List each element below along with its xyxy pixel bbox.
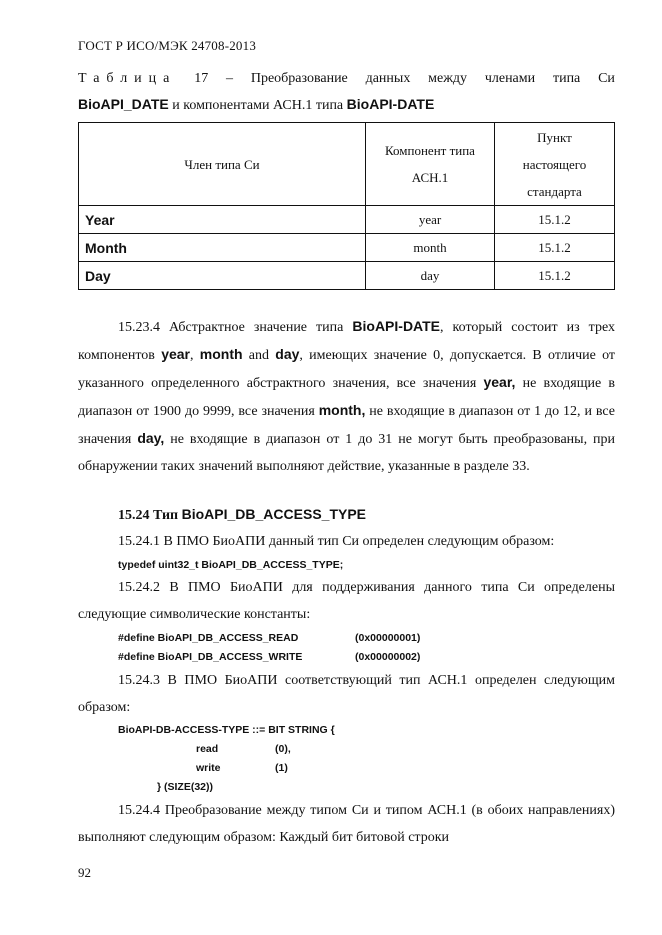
bold-term: day <box>275 346 300 362</box>
asn-code-tail: } (SIZE(32)) <box>157 781 214 793</box>
header-clause: Пункт настоящего стандарта <box>495 123 615 206</box>
paragraph-15-24-1: 15.24.1 В ПМО БиоАПИ данный тип Си определен следующим образом: <box>118 534 555 549</box>
caption-dash: – <box>226 71 234 86</box>
asn-item-read-name: read <box>196 743 219 755</box>
table-caption-line2 <box>78 96 434 114</box>
section-title-15-24 <box>118 501 366 529</box>
document-header: ГОСТ Р ИСО/МЭК 24708-2013 <box>78 38 257 53</box>
caption-type-name: BioAPI_DATE <box>78 96 169 112</box>
page-number: 92 <box>78 865 91 880</box>
table-header-row <box>79 123 615 206</box>
header-member: Член типа Си <box>79 123 366 206</box>
bold-term: month, <box>318 402 366 418</box>
bold-term: year <box>161 346 190 362</box>
table-row <box>79 262 615 290</box>
paragraph-15-23-4 <box>78 313 615 480</box>
text-run: , который состоит из трех компонентов <box>78 320 616 363</box>
asn-item-write-value: (1) <box>275 762 288 774</box>
caption-word-2: данных <box>365 71 411 86</box>
paragraph-15-24-2: 15.24.2 В ПМО БиоАПИ для поддерживания данного типа Си определены следующие символические константы: <box>78 580 615 622</box>
row-component: year <box>366 206 495 234</box>
caption-word-5: типа <box>552 71 581 86</box>
table-row <box>79 206 615 234</box>
table-caption-line1 <box>78 71 615 87</box>
caption-label: Таблица <box>78 71 177 86</box>
caption-word-4: членами <box>484 71 536 86</box>
section-type-name: BioAPI_DB_ACCESS_TYPE <box>181 506 367 522</box>
define-read-value: (0x00000001) <box>355 632 421 644</box>
caption-middle: и компонентами АСН.1 типа <box>172 98 344 113</box>
text-run: , имеющих значение 0, допускается. В отличие от указанного определенного абстрактного значения, все значения <box>78 348 616 391</box>
caption-asn-name: BioAPI-DATE <box>346 96 435 112</box>
table-row <box>79 234 615 262</box>
caption-number: 17 <box>194 71 209 86</box>
header-component: Компонент типа АСН.1 <box>366 123 495 206</box>
mapping-table <box>78 122 615 290</box>
define-write-value: (0x00000002) <box>355 651 421 663</box>
bold-term: day, <box>137 430 165 446</box>
section-number: 15.24 Тип <box>118 508 179 523</box>
row-clause: 15.1.2 <box>495 262 615 290</box>
row-component: day <box>366 262 495 290</box>
row-member: Day <box>79 262 366 290</box>
define-read-name: #define BioAPI_DB_ACCESS_READ <box>118 632 299 644</box>
define-write-name: #define BioAPI_DB_ACCESS_WRITE <box>118 651 303 663</box>
paragraph-15-24-4: 15.24.4 Преобразование между типом Си и типом АСН.1 (в обоих направлениях) выполняют следующим образом: Каждый бит битовой строки <box>78 803 615 845</box>
caption-word-1: Преобразование <box>250 71 348 86</box>
text-run: and <box>242 348 276 363</box>
text-run: не входящие в диапазон от 1 до 31 не могут быть преобразованы, при обнаружении таких значений выполняют действие, указанные в разделе 33. <box>78 432 616 474</box>
row-clause: 15.1.2 <box>495 206 615 234</box>
caption-word-3: между <box>428 71 468 86</box>
caption-word-6: Си <box>598 71 615 86</box>
row-component: month <box>366 234 495 262</box>
paragraph-15-24-3: 15.24.3 В ПМО БиоАПИ соответствующий тип АСН.1 определен следующим образом: <box>78 673 615 715</box>
bold-term: month <box>199 346 243 362</box>
text-run: не входящие в диапазон от 1900 до 9999, все значения <box>78 376 615 419</box>
text-run: 15.23.4 Абстрактное значение типа <box>118 320 353 335</box>
text-run: не входящие в диапазон от 1 до 12, и все значения <box>78 404 615 447</box>
asn-item-read-value: (0), <box>275 743 291 755</box>
text-run: , <box>190 348 200 363</box>
row-member: Year <box>79 206 366 234</box>
row-member: Month <box>79 234 366 262</box>
bold-term: year, <box>483 374 516 390</box>
code-typedef: typedef uint32_t BioAPI_DB_ACCESS_TYPE; <box>118 559 344 571</box>
asn-item-write-name: write <box>196 762 221 774</box>
row-clause: 15.1.2 <box>495 234 615 262</box>
bold-term: BioAPI-DATE <box>352 318 441 334</box>
asn-code-head: BioAPI-DB-ACCESS-TYPE ::= BIT STRING { <box>118 724 335 736</box>
